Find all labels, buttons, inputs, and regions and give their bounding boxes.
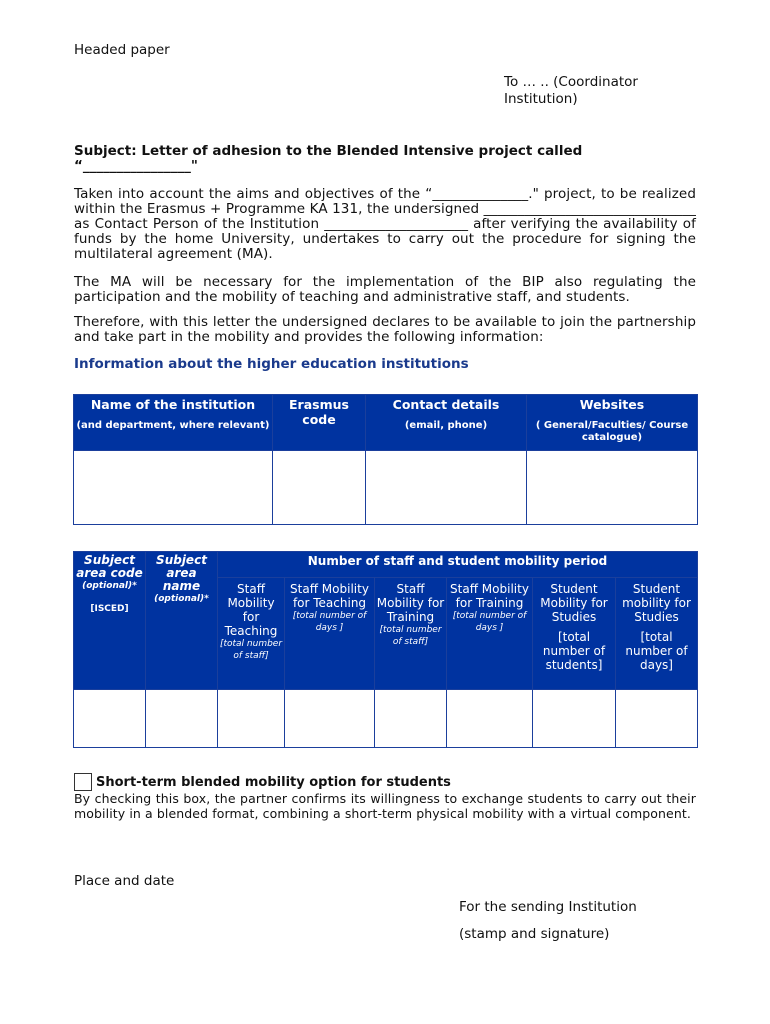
mobility-group-header: Number of staff and student mobility period <box>218 552 698 578</box>
checkbox-option-body: By checking this box, the partner confirms its willingness to exchange students to carry out their mobility in a blended format, combining a short-term physical mobility with a virtual component. <box>74 791 696 821</box>
student-studies-days-header: Student mobility for Studies [total number of days] <box>616 578 698 690</box>
websites-header: Websites ( General/Faculties/ Course catalogue) <box>527 395 698 451</box>
contact-details-cell[interactable] <box>366 451 527 525</box>
contact-details-header: Contact details (email, phone) <box>366 395 527 451</box>
staff-training-staff-header: Staff Mobility for Training [total number of staff] <box>375 578 447 690</box>
subject-area-code-cell[interactable] <box>74 690 146 748</box>
subject-area-code-header: Subject area code (optional)* [ISCED] <box>74 552 146 690</box>
paragraph-2: The MA will be necessary for the implementation of the BIP also regulating the participation and the mobility of teaching and administrative staff, and students. <box>74 274 696 305</box>
recipient-line-2: Institution) <box>504 91 578 107</box>
staff-training-staff-cell[interactable] <box>375 690 447 748</box>
staff-teaching-days-header: Staff Mobility for Teaching [total number of days ] <box>285 578 375 690</box>
subject-line-1: Subject: Letter of adhesion to the Blended Intensive project called <box>74 143 583 159</box>
place-and-date: Place and date <box>74 873 175 889</box>
student-studies-students-header: Student Mobility for Studies [total number of students] <box>533 578 616 690</box>
staff-training-days-cell[interactable] <box>447 690 533 748</box>
checkbox-option-title: Short-term blended mobility option for students <box>96 775 451 790</box>
paragraph-1: Taken into account the aims and objectives of the “______________." project, to be realized within the Erasmus + Programme KA 131, the undersigned _______________________________ as Contact Person of the Institution _____________________ after verifying the availability of funds by the home University, undertakes to carry out the procedure for signing the multilateral agreement (MA). <box>74 186 696 262</box>
staff-training-days-header: Staff Mobility for Training [total number of days ] <box>447 578 533 690</box>
subject-area-name-header: Subject area name (optional)* <box>146 552 218 690</box>
headed-paper-label: Headed paper <box>74 42 170 58</box>
staff-teaching-staff-header: Staff Mobility for Teaching [total number of staff] <box>218 578 285 690</box>
recipient-line-1: To … .. (Coordinator <box>504 74 638 90</box>
stamp-signature-label: (stamp and signature) <box>459 926 610 942</box>
paragraph-3: Therefore, with this letter the undersigned declares to be available to join the partnership and take part in the mobility and provides the following information: <box>74 314 696 345</box>
staff-teaching-staff-cell[interactable] <box>218 690 285 748</box>
institution-name-header: Name of the institution (and department, where relevant) <box>74 395 273 451</box>
websites-cell[interactable] <box>527 451 698 525</box>
institutions-table <box>73 394 698 525</box>
erasmus-code-cell[interactable] <box>273 451 366 525</box>
mobility-table <box>73 551 698 748</box>
subject-area-name-cell[interactable] <box>146 690 218 748</box>
subject-line-2: “________________" <box>74 158 198 174</box>
student-studies-students-cell[interactable] <box>533 690 616 748</box>
erasmus-code-header: Erasmus code <box>273 395 366 451</box>
student-studies-days-cell[interactable] <box>616 690 698 748</box>
section-title: Information about the higher education institutions <box>74 356 469 372</box>
sending-institution-label: For the sending Institution <box>459 899 637 915</box>
staff-teaching-days-cell[interactable] <box>285 690 375 748</box>
institution-name-cell[interactable] <box>74 451 273 525</box>
blended-mobility-checkbox[interactable] <box>74 773 92 791</box>
